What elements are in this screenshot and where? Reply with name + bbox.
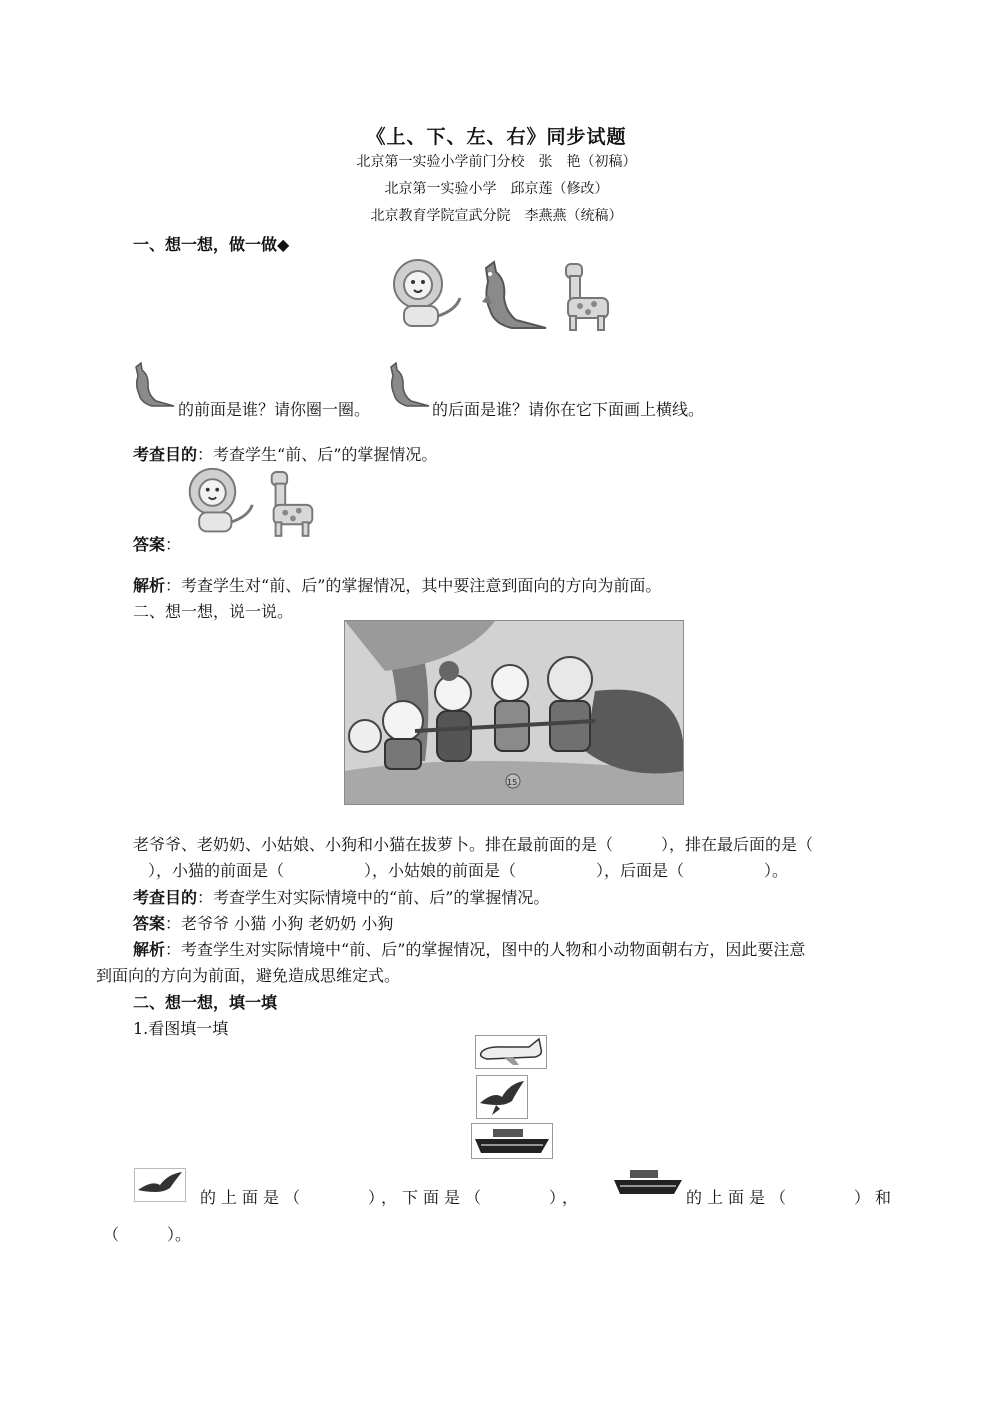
analysis-label: 解析 xyxy=(133,576,166,595)
answer-text: ： xyxy=(165,535,182,554)
section1-answer xyxy=(133,532,181,555)
section2-answer xyxy=(133,911,393,934)
eagle-icon xyxy=(476,1075,528,1119)
section3-question-part1: 的上面是（ ），下面是（ ）， xyxy=(200,1188,584,1207)
answer-label: 答案 xyxy=(133,914,166,933)
lion-icon xyxy=(184,466,258,538)
purpose-label: 考查目的 xyxy=(133,888,198,907)
section3-heading: 二、想一想，填一填 xyxy=(133,993,278,1012)
illustration-page-number: 15 xyxy=(507,778,518,787)
purpose-text: ：考查学生“前、后”的掌握情况。 xyxy=(197,445,438,464)
section3-question-part2: 的上面是（ ）和 xyxy=(686,1188,897,1207)
author-line-1: 北京第一实验小学前门分校 张 艳（初稿） xyxy=(356,154,637,170)
ship-icon xyxy=(471,1123,553,1159)
section3-subquestion: 1.看图填一填 xyxy=(133,1019,229,1038)
kangaroo-icon xyxy=(383,361,431,409)
author-line-2: 北京第一实验小学 邱京莲（修改） xyxy=(384,181,609,197)
section2-question-line2: ），小猫的前面是（ ），小姑娘的前面是（ ），后面是（ ）。 xyxy=(148,861,789,880)
section1-analysis xyxy=(133,573,661,596)
section1-heading: 一、想一想，做一做◆ xyxy=(133,235,290,254)
kangaroo-icon xyxy=(128,361,176,409)
section2-analysis xyxy=(133,937,805,960)
section1-question-part1: 的前面是谁？请你圈一圈。 xyxy=(178,400,371,419)
giraffe-icon xyxy=(262,466,322,538)
document-title: 《上、下、左、右》同步试题 xyxy=(366,126,627,148)
author-line-3: 北京教育学院宣武分院 李燕燕（统稿） xyxy=(370,208,623,224)
ship-icon xyxy=(612,1166,684,1200)
lion-icon xyxy=(388,258,466,332)
answer-text: ：老爷爷 小猫 小狗 老奶奶 小狗 xyxy=(165,914,394,933)
section1-question-part2: 的后面是谁？请你在它下面画上横线。 xyxy=(432,400,705,419)
giraffe-icon xyxy=(556,258,618,332)
answer-label: 答案 xyxy=(133,535,166,554)
pulling-radish-illustration xyxy=(344,620,684,805)
purpose-label: 考查目的 xyxy=(133,445,198,464)
analysis-label: 解析 xyxy=(133,940,166,959)
purpose-text: ：考查学生对实际情境中的“前、后”的掌握情况。 xyxy=(197,888,550,907)
section2-purpose xyxy=(133,885,549,908)
section2-analysis-line2: 到面向的方向为前面，避免造成思维定式。 xyxy=(96,966,401,985)
section2-question-line1: 老爷爷、老奶奶、小姑娘、小狗和小猫在拔萝卜。排在最前面的是（ ），排在最后面的是（ xyxy=(133,835,814,854)
analysis-text: ：考查学生对“前、后”的掌握情况，其中要注意到面向的方向为前面。 xyxy=(165,576,662,595)
analysis-text-line1: ：考查学生对实际情境中“前、后”的掌握情况，图中的人物和小动物面朝右方，因此要注意 xyxy=(165,940,806,959)
section1-purpose xyxy=(133,442,437,465)
eagle-icon xyxy=(134,1168,186,1202)
section2-heading: 二、想一想，说一说。 xyxy=(133,602,294,621)
kangaroo-icon xyxy=(472,258,550,332)
airplane-icon xyxy=(475,1035,547,1069)
section3-question-line2: （ ）。 xyxy=(103,1225,192,1244)
